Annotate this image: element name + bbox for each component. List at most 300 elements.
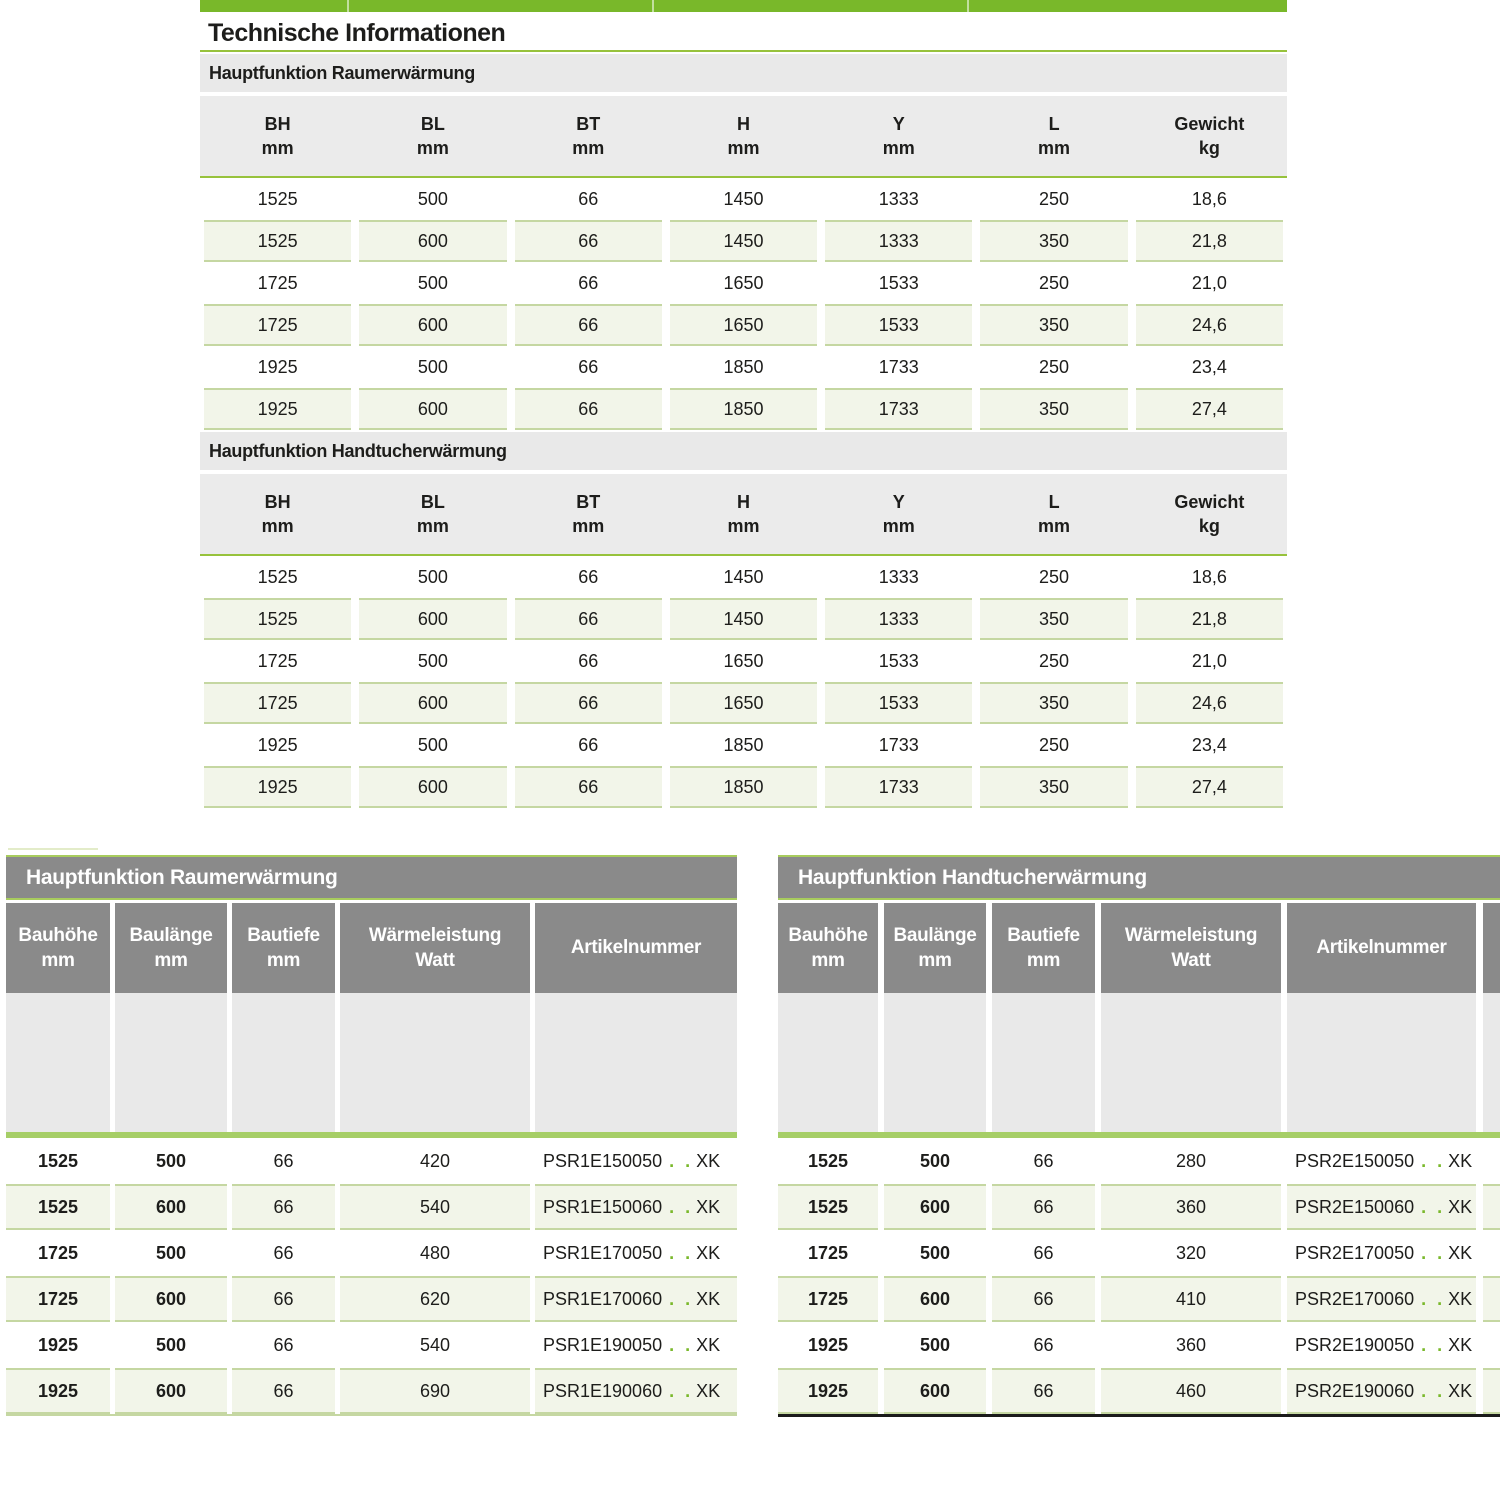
column-header-line2: mm xyxy=(882,516,915,536)
artikel-separator-dots: . . xyxy=(1421,1197,1446,1217)
table-title: Hauptfunktion Handtucherwärmung xyxy=(778,855,1500,900)
column-header-line2: mm xyxy=(154,949,188,971)
column-header xyxy=(884,903,986,993)
column-header-line2: kg xyxy=(1198,516,1220,536)
table-cell: 27,4 xyxy=(1136,388,1283,430)
table-cell: 23,4 xyxy=(1191,357,1227,377)
table-cell: 500 xyxy=(417,735,448,755)
column-header-line2: mm xyxy=(1038,516,1071,536)
table-row xyxy=(6,1230,737,1276)
table-cell: 1850 xyxy=(723,357,764,377)
bautiefe-cell: 66 xyxy=(1033,1243,1054,1263)
watt-cell: 540 xyxy=(419,1335,451,1355)
table-cell: 1525 xyxy=(257,567,298,587)
table-cell: 66 xyxy=(515,388,662,430)
column-header-line2: mm xyxy=(261,138,294,158)
column-header xyxy=(821,474,976,554)
artikel-code: PSR2E150060 xyxy=(1295,1197,1415,1217)
bauhoehe-cell: 1525 xyxy=(807,1151,849,1171)
column-header xyxy=(666,96,821,176)
table-cell: 1333 xyxy=(825,220,972,262)
empty-cell xyxy=(1101,993,1281,1132)
table-cell: 1450 xyxy=(723,189,764,209)
column-header-line2: mm xyxy=(727,138,760,158)
watt-cell: 360 xyxy=(1101,1184,1281,1230)
table-cell: 1650 xyxy=(670,682,817,724)
table-cell: 1650 xyxy=(723,651,764,671)
baulaenge-cell: 500 xyxy=(919,1243,951,1263)
artikel-code: PSR1E170050 xyxy=(543,1243,663,1263)
table-cell: 1650 xyxy=(670,304,817,346)
bauhoehe-cell: 1525 xyxy=(37,1151,79,1171)
table-cell: 350 xyxy=(980,766,1127,808)
table-row xyxy=(778,1276,1477,1322)
bautiefe-cell: 66 xyxy=(232,1368,335,1414)
bauhoehe-cell: 1925 xyxy=(778,1368,878,1414)
table-cell: 250 xyxy=(1039,567,1070,587)
table-cell: 600 xyxy=(359,682,506,724)
artikel-suffix: XK xyxy=(1448,1151,1473,1171)
table-cell: 24,6 xyxy=(1136,304,1283,346)
table-cell: 1925 xyxy=(257,735,298,755)
empty-cell xyxy=(992,993,1095,1132)
top-bar-divider xyxy=(652,0,654,12)
column-header-row xyxy=(200,96,1287,176)
table-cell: 66 xyxy=(578,651,599,671)
column-header xyxy=(1101,903,1281,993)
table-cell: 1733 xyxy=(825,388,972,430)
column-header-row xyxy=(200,474,1287,554)
bauhoehe-cell: 1525 xyxy=(778,1184,878,1230)
artikelnummer-cell xyxy=(535,1184,737,1230)
artikel-suffix: XK xyxy=(1448,1335,1473,1355)
table-row xyxy=(6,1368,737,1414)
table-row xyxy=(200,766,1287,808)
section-header: Hauptfunktion Handtucherwärmung xyxy=(200,432,1287,470)
column-header-line1: BL xyxy=(420,492,445,512)
table-cell: 1450 xyxy=(670,598,817,640)
baulaenge-cell: 600 xyxy=(115,1368,227,1414)
column-header-row xyxy=(778,903,1477,993)
column-header-line1: Gewicht xyxy=(1174,114,1245,134)
table-cell: 66 xyxy=(578,189,599,209)
table-cell: 66 xyxy=(578,273,599,293)
table-cell: 250 xyxy=(1039,651,1070,671)
bauhoehe-cell: 1725 xyxy=(778,1276,878,1322)
column-header xyxy=(355,96,510,176)
artikel-suffix: XK xyxy=(1448,1289,1473,1309)
column-header-line1: Baulänge xyxy=(893,924,977,946)
column-header-line1: Artikelnummer xyxy=(1316,937,1447,958)
bautiefe-cell: 66 xyxy=(992,1368,1095,1414)
table-cell: 1525 xyxy=(204,598,351,640)
table-cell: 500 xyxy=(417,189,448,209)
table-row xyxy=(200,640,1287,682)
column-header xyxy=(232,903,335,993)
artikel-separator-dots: . . xyxy=(669,1197,694,1217)
baulaenge-cell: 600 xyxy=(884,1276,986,1322)
artikel-separator-dots: . . xyxy=(669,1381,694,1401)
technical-info-section xyxy=(200,0,1287,808)
table-cell: 21,0 xyxy=(1191,273,1227,293)
artikel-separator-dots: . . xyxy=(669,1151,694,1171)
column-header-line1: Bauhöhe xyxy=(788,924,868,946)
table-cell: 1333 xyxy=(825,598,972,640)
column-header xyxy=(340,903,530,993)
table-cell: 1725 xyxy=(257,273,298,293)
table-bottom-rule xyxy=(6,1414,737,1416)
artikel-code: PSR2E190060 xyxy=(1295,1381,1415,1401)
baulaenge-cell: 500 xyxy=(155,1151,187,1171)
bautiefe-cell: 66 xyxy=(992,1184,1095,1230)
empty-cell xyxy=(884,993,986,1132)
table-row xyxy=(200,346,1287,388)
column-header xyxy=(115,903,227,993)
section-header: Hauptfunktion Raumerwärmung xyxy=(200,54,1287,92)
table-row xyxy=(6,1184,737,1230)
table-cell: 66 xyxy=(515,598,662,640)
artikel-suffix: XK xyxy=(696,1151,721,1171)
watt-cell: 540 xyxy=(340,1184,530,1230)
table-cell: 1333 xyxy=(878,189,919,209)
table-cell: 600 xyxy=(359,598,506,640)
table-cell: 350 xyxy=(980,220,1127,262)
column-header-line2: mm xyxy=(416,138,449,158)
table-row xyxy=(200,724,1287,766)
table-row xyxy=(200,304,1287,346)
table-cell: 600 xyxy=(359,304,506,346)
bauhoehe-cell: 1925 xyxy=(37,1335,79,1355)
column-header xyxy=(821,96,976,176)
table-row xyxy=(778,1368,1477,1414)
empty-cell xyxy=(115,993,227,1132)
column-header-line2: mm xyxy=(811,949,845,971)
table-cell: 500 xyxy=(417,357,448,377)
column-header-line2: mm xyxy=(266,949,301,971)
column-header-line2: kg xyxy=(1198,138,1220,158)
bauhoehe-cell: 1525 xyxy=(6,1184,110,1230)
table-cell: 250 xyxy=(1039,273,1070,293)
column-header-line1: BH xyxy=(264,114,291,134)
handtucherwaermung-order-table xyxy=(778,855,1500,1417)
column-header xyxy=(1132,96,1287,176)
stray-green-line xyxy=(8,848,98,850)
artikel-suffix: XK xyxy=(696,1381,721,1401)
artikelnummer-cell xyxy=(1287,1230,1476,1276)
bautiefe-cell: 66 xyxy=(232,1276,335,1322)
watt-cell: 420 xyxy=(419,1151,451,1171)
artikel-suffix: XK xyxy=(696,1197,721,1217)
empty-cell xyxy=(535,993,737,1132)
column-header xyxy=(511,474,666,554)
artikel-separator-dots: . . xyxy=(1421,1335,1446,1355)
table-cell: 1725 xyxy=(204,304,351,346)
artikel-suffix: XK xyxy=(1448,1381,1473,1401)
table-cell: 1533 xyxy=(825,304,972,346)
column-header xyxy=(976,474,1131,554)
table-row xyxy=(200,682,1287,724)
column-header-line1: Bauhöhe xyxy=(18,924,98,946)
artikel-suffix: XK xyxy=(1448,1243,1473,1263)
table-row xyxy=(200,262,1287,304)
bauhoehe-cell: 1725 xyxy=(807,1243,849,1263)
column-header xyxy=(976,96,1131,176)
dimension-tables xyxy=(200,54,1287,808)
column-header-line2: Watt xyxy=(1171,949,1211,971)
table-cell: 1725 xyxy=(257,651,298,671)
empty-cell xyxy=(340,993,530,1132)
table-row xyxy=(200,598,1287,640)
artikel-code: PSR2E170060 xyxy=(1295,1289,1415,1309)
cutoff-column-cell xyxy=(1483,1368,1500,1414)
table-row xyxy=(6,1322,737,1368)
cutoff-column-cell xyxy=(1483,1184,1500,1230)
column-header-line1: BT xyxy=(576,114,601,134)
column-header xyxy=(1287,903,1476,993)
table-cell: 1533 xyxy=(878,273,919,293)
baulaenge-cell: 500 xyxy=(155,1243,187,1263)
artikel-suffix: XK xyxy=(696,1243,721,1263)
column-header-line1: H xyxy=(736,114,750,134)
table-cell: 600 xyxy=(359,220,506,262)
top-accent-bar xyxy=(200,0,1287,12)
table-cell: 1525 xyxy=(204,220,351,262)
table-cell: 66 xyxy=(515,304,662,346)
baulaenge-cell: 500 xyxy=(919,1151,951,1171)
watt-cell: 320 xyxy=(1175,1243,1207,1263)
column-header-line1: L xyxy=(1048,114,1060,134)
table-cell: 66 xyxy=(578,567,599,587)
artikel-separator-dots: . . xyxy=(1421,1151,1446,1171)
column-header-line1: Wärmeleistung xyxy=(368,924,502,946)
table-cell: 250 xyxy=(1039,357,1070,377)
table-cell: 350 xyxy=(980,598,1127,640)
column-header xyxy=(200,474,355,554)
column-header-line1: L xyxy=(1048,492,1060,512)
artikel-code: PSR1E190060 xyxy=(543,1381,663,1401)
watt-cell: 620 xyxy=(340,1276,530,1322)
artikelnummer-cell xyxy=(1287,1184,1476,1230)
artikel-code: PSR1E150050 xyxy=(543,1151,663,1171)
table-row xyxy=(6,1276,737,1322)
column-header-line2: mm xyxy=(1026,949,1061,971)
bautiefe-cell: 66 xyxy=(232,1184,335,1230)
table-cell: 1525 xyxy=(257,189,298,209)
artikel-suffix: XK xyxy=(696,1335,721,1355)
column-header xyxy=(6,903,110,993)
column-header-line2: mm xyxy=(1038,138,1071,158)
table-row xyxy=(200,388,1287,430)
cutoff-column-band xyxy=(1483,993,1500,1132)
table-cell: 600 xyxy=(359,766,506,808)
column-header xyxy=(666,474,821,554)
table-bottom-rule xyxy=(778,1414,1500,1417)
table-cell: 27,4 xyxy=(1136,766,1283,808)
table-cell: 21,0 xyxy=(1191,651,1227,671)
column-header-line2: mm xyxy=(416,516,449,536)
top-bar-divider xyxy=(347,0,349,12)
column-header xyxy=(535,903,737,993)
bautiefe-cell: 66 xyxy=(273,1151,294,1171)
column-header-line1: H xyxy=(736,492,750,512)
page-title: Technische Informationen xyxy=(208,19,506,47)
cutoff-column-header xyxy=(1483,903,1500,993)
table-cell: 350 xyxy=(980,304,1127,346)
bautiefe-cell: 66 xyxy=(1033,1151,1054,1171)
column-header xyxy=(778,903,878,993)
bautiefe-cell: 66 xyxy=(992,1276,1095,1322)
watt-cell: 280 xyxy=(1175,1151,1207,1171)
watt-cell: 460 xyxy=(1101,1368,1281,1414)
baulaenge-cell: 600 xyxy=(884,1368,986,1414)
table-cell: 66 xyxy=(515,220,662,262)
table-row xyxy=(200,178,1287,220)
column-header-line1: Gewicht xyxy=(1174,492,1245,512)
artikelnummer-cell xyxy=(535,1138,737,1184)
column-header-line1: Artikelnummer xyxy=(570,937,702,958)
artikel-separator-dots: . . xyxy=(669,1243,694,1263)
baulaenge-cell: 600 xyxy=(115,1184,227,1230)
table-cell: 1733 xyxy=(878,735,919,755)
table-cell: 1450 xyxy=(670,220,817,262)
artikel-code: PSR1E170060 xyxy=(543,1289,663,1309)
artikelnummer-cell xyxy=(535,1322,737,1368)
baulaenge-cell: 500 xyxy=(919,1335,951,1355)
column-header-line1: Wärmeleistung xyxy=(1124,924,1258,946)
watt-cell: 360 xyxy=(1175,1335,1207,1355)
artikel-suffix: XK xyxy=(696,1289,721,1309)
column-header-line2: mm xyxy=(572,138,605,158)
artikelnummer-cell xyxy=(1287,1368,1476,1414)
table-cell: 350 xyxy=(980,388,1127,430)
table-row xyxy=(778,1138,1477,1184)
table-cell: 21,8 xyxy=(1136,598,1283,640)
column-header-line1: BT xyxy=(576,492,601,512)
artikelnummer-cell xyxy=(1287,1276,1476,1322)
table-cell: 1850 xyxy=(723,735,764,755)
column-header xyxy=(200,96,355,176)
column-header-line1: BL xyxy=(420,114,445,134)
watt-cell: 690 xyxy=(340,1368,530,1414)
table-cell: 250 xyxy=(1039,735,1070,755)
artikel-suffix: XK xyxy=(1448,1197,1473,1217)
column-header-line1: BH xyxy=(264,492,291,512)
table-cell: 1925 xyxy=(204,388,351,430)
table-cell: 1733 xyxy=(825,766,972,808)
table-cell: 500 xyxy=(417,651,448,671)
empty-cell xyxy=(6,993,110,1132)
empty-band xyxy=(6,993,737,1132)
artikel-separator-dots: . . xyxy=(669,1289,694,1309)
artikel-code: PSR1E150060 xyxy=(543,1197,663,1217)
artikelnummer-cell xyxy=(1287,1138,1476,1184)
table-cell: 66 xyxy=(578,735,599,755)
bauhoehe-cell: 1925 xyxy=(6,1368,110,1414)
bauhoehe-cell: 1725 xyxy=(37,1243,79,1263)
table-cell: 1533 xyxy=(825,682,972,724)
column-header-line1: Bautiefe xyxy=(1007,924,1080,946)
watt-cell: 410 xyxy=(1101,1276,1281,1322)
baulaenge-cell: 500 xyxy=(155,1335,187,1355)
artikel-separator-dots: . . xyxy=(1421,1243,1446,1263)
table-cell: 1650 xyxy=(723,273,764,293)
empty-cell xyxy=(1287,993,1476,1132)
table-cell: 1533 xyxy=(878,651,919,671)
table-cell: 250 xyxy=(1039,189,1070,209)
table-cell: 1850 xyxy=(670,388,817,430)
table-row xyxy=(200,220,1287,262)
column-header-line2: mm xyxy=(727,516,760,536)
artikel-code: PSR2E170050 xyxy=(1295,1243,1415,1263)
bauhoehe-cell: 1925 xyxy=(807,1335,849,1355)
table-cell: 66 xyxy=(515,682,662,724)
baulaenge-cell: 600 xyxy=(115,1276,227,1322)
table-cell: 500 xyxy=(417,273,448,293)
column-header-row xyxy=(6,903,737,993)
table-cell: 1733 xyxy=(878,357,919,377)
top-bar-divider xyxy=(967,0,969,12)
bautiefe-cell: 66 xyxy=(1033,1335,1054,1355)
table-row xyxy=(6,1138,737,1184)
table-cell: 18,6 xyxy=(1191,567,1227,587)
column-header xyxy=(1132,474,1287,554)
table-cell: 600 xyxy=(359,388,506,430)
cutoff-column-cell xyxy=(1483,1276,1500,1322)
table-cell: 350 xyxy=(980,682,1127,724)
empty-band xyxy=(778,993,1477,1132)
table-row xyxy=(200,556,1287,598)
artikelnummer-cell xyxy=(535,1368,737,1414)
column-header xyxy=(511,96,666,176)
column-header-line2: Watt xyxy=(415,949,455,971)
table-cell: 66 xyxy=(515,766,662,808)
table-cell: 21,8 xyxy=(1136,220,1283,262)
artikelnummer-cell xyxy=(535,1276,737,1322)
table-cell: 1725 xyxy=(204,682,351,724)
column-header-line1: Baulänge xyxy=(129,924,213,946)
bautiefe-cell: 66 xyxy=(273,1243,294,1263)
artikel-separator-dots: . . xyxy=(669,1335,694,1355)
artikel-separator-dots: . . xyxy=(1421,1381,1446,1401)
table-cell: 66 xyxy=(578,357,599,377)
table-cell: 500 xyxy=(417,567,448,587)
column-header xyxy=(992,903,1095,993)
empty-cell xyxy=(232,993,335,1132)
column-header-line1: Y xyxy=(892,114,905,134)
artikelnummer-cell xyxy=(1287,1322,1476,1368)
baulaenge-cell: 600 xyxy=(884,1184,986,1230)
empty-cell xyxy=(778,993,878,1132)
artikelnummer-cell xyxy=(535,1230,737,1276)
table-cell: 18,6 xyxy=(1191,189,1227,209)
table-cell: 1450 xyxy=(723,567,764,587)
table-cell: 23,4 xyxy=(1191,735,1227,755)
artikel-code: PSR1E190050 xyxy=(543,1335,663,1355)
column-header-line2: mm xyxy=(41,949,75,971)
table-row xyxy=(778,1230,1477,1276)
table-cell: 1333 xyxy=(878,567,919,587)
column-header-line2: mm xyxy=(918,949,952,971)
watt-cell: 480 xyxy=(419,1243,451,1263)
column-header-line2: mm xyxy=(261,516,294,536)
table-row xyxy=(778,1184,1477,1230)
table-title: Hauptfunktion Raumerwärmung xyxy=(6,855,737,900)
raumerwaermung-order-table xyxy=(6,855,737,1416)
column-header-line1: Bautiefe xyxy=(247,924,320,946)
artikel-code: PSR2E150050 xyxy=(1295,1151,1415,1171)
bauhoehe-cell: 1725 xyxy=(6,1276,110,1322)
table-cell: 1850 xyxy=(670,766,817,808)
